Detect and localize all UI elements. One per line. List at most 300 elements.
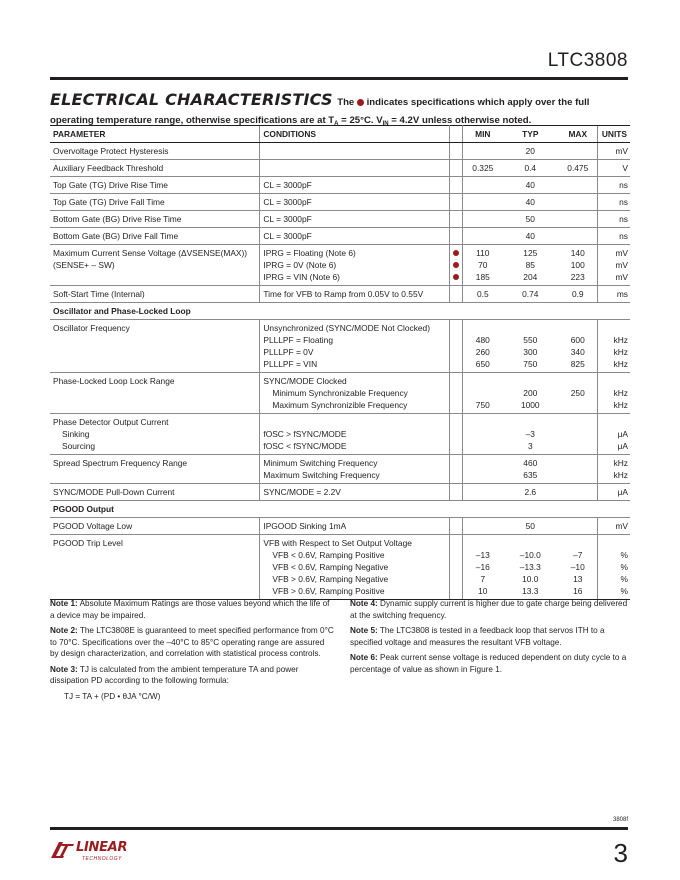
intro-part-b: indicates specifications which apply over the full operating temperature range, otherwise specifications are at T (50, 97, 590, 126)
conditions-cell-line (263, 162, 446, 174)
conditions-cell-line: Time for VFB to Ramp from 0.05V to 0.55V (263, 289, 424, 299)
min-cell-line (466, 469, 499, 481)
intro-part-c: = 25°C. V (338, 115, 383, 126)
parameter-cell-line: Overvoltage Protect Hysteresis (53, 146, 169, 156)
bullet-cell (450, 455, 463, 484)
table-row (50, 211, 630, 228)
typ-cell-line: 85 (525, 260, 535, 270)
bullet-cell (450, 177, 463, 194)
parameter-cell-line: Phase-Locked Loop Lock Range (53, 376, 175, 386)
conditions-cell-line: fOSC > fSYNC/MODE (263, 429, 347, 439)
notes-left-column (50, 598, 335, 702)
units-cell-line: μA (617, 441, 628, 451)
max-cell-line (561, 537, 594, 549)
min-cell-line: 650 (475, 359, 490, 369)
typ-cell (502, 160, 558, 177)
units-cell-line: mV (615, 146, 628, 156)
note-6-text: Peak current sense voltage is reduced dependent on duty cycle to a percentage of value as shown in Figure 1. (350, 653, 627, 674)
typ-cell-line: 2.6 (524, 487, 537, 497)
min-cell-line (466, 322, 499, 334)
conditions-cell-line: CL = 3000pF (263, 180, 312, 190)
max-cell-line (561, 213, 594, 225)
table-row (50, 177, 630, 194)
parameter-cell (50, 484, 260, 501)
units-cell (598, 211, 630, 228)
conditions-cell-line: IPRG = 0V (Note 6) (263, 260, 337, 270)
min-cell (463, 286, 503, 303)
note-4 (350, 598, 632, 621)
units-cell-line: ms (616, 289, 628, 299)
typ-cell (502, 414, 558, 455)
parameter-cell (50, 535, 260, 600)
header-min: MIN (463, 126, 503, 143)
table-row (50, 518, 630, 535)
min-cell-line: 70 (478, 260, 488, 270)
header-typ: TYP (502, 126, 558, 143)
min-cell-line: –13 (475, 550, 490, 560)
min-cell-line: 7 (480, 574, 486, 584)
spec-table-body (50, 143, 630, 600)
parameter-cell (50, 414, 260, 455)
conditions-cell-line: VFB > 0.6V, Ramping Positive (272, 586, 385, 596)
bullet-cell (450, 228, 463, 245)
min-cell-line (466, 145, 499, 157)
typ-cell-line: –10.0 (519, 550, 541, 560)
typ-cell (502, 518, 558, 535)
max-cell-line (561, 416, 594, 428)
table-row (50, 455, 630, 484)
typ-cell (502, 484, 558, 501)
bullet-cell (450, 414, 463, 455)
max-cell-line: 250 (570, 388, 585, 398)
notes-right-column (350, 598, 632, 679)
min-cell-line: 750 (475, 400, 490, 410)
conditions-cell-line: Maximum Switching Frequency (263, 470, 380, 480)
max-cell-line: –7 (573, 550, 583, 560)
min-cell-line (466, 440, 499, 452)
max-cell-line (561, 375, 594, 387)
conditions-cell-line: fOSC < fSYNC/MODE (263, 441, 347, 451)
typ-cell-line: 300 (523, 347, 538, 357)
parameter-cell (50, 373, 260, 414)
typ-cell (502, 228, 558, 245)
typ-cell (502, 535, 558, 600)
note-6 (350, 652, 632, 675)
max-cell (558, 455, 598, 484)
units-cell-line: V (622, 163, 628, 173)
note-2-text: The LTC3808E is guaranteed to meet specified performance from 0°C to 70°C. Specifications over the –40°C to 85°C operating range are assured by design characterization, and correlation with statistical process controls. (50, 626, 334, 658)
conditions-cell (260, 320, 450, 373)
typ-cell (502, 211, 558, 228)
max-cell-line (561, 469, 594, 481)
table-header-row (50, 126, 630, 143)
units-cell-line: ns (619, 197, 628, 207)
bullet-cell (450, 160, 463, 177)
typ-cell-line (505, 537, 555, 549)
max-cell (558, 245, 598, 286)
conditions-cell-line: Unsynchronized (SYNC/MODE Not Clocked) (263, 323, 430, 333)
typ-cell (502, 455, 558, 484)
typ-cell-line: 40 (525, 180, 535, 190)
max-cell-line (561, 230, 594, 242)
conditions-cell (260, 160, 450, 177)
min-cell (463, 414, 503, 455)
header-conditions: CONDITIONS (260, 126, 450, 143)
max-cell (558, 143, 598, 160)
typ-cell-line (505, 322, 555, 334)
max-cell-line: 0.475 (567, 163, 589, 173)
conditions-cell-line: VFB < 0.6V, Ramping Negative (272, 562, 389, 572)
table-row (50, 228, 630, 245)
units-cell (598, 160, 630, 177)
parameter-cell-line: PGOOD Voltage Low (53, 521, 133, 531)
table-row (50, 373, 630, 414)
conditions-cell (260, 535, 450, 600)
units-cell-line: kHz (613, 335, 628, 345)
conditions-cell-line: PLLLPF = 0V (263, 347, 314, 357)
min-cell-line (466, 213, 499, 225)
conditions-cell-line: VFB with Respect to Set Output Voltage (263, 538, 412, 548)
note-1-label: Note 1: (50, 599, 78, 608)
conditions-cell (260, 414, 450, 455)
units-cell-line: mV (615, 248, 628, 258)
typ-cell-line: 750 (523, 359, 538, 369)
typ-cell (502, 194, 558, 211)
units-cell-line: mV (615, 272, 628, 282)
max-cell-line: 0.9 (571, 289, 584, 299)
units-cell-line: % (620, 562, 628, 572)
conditions-cell (260, 177, 450, 194)
conditions-cell (260, 373, 450, 414)
max-cell (558, 286, 598, 303)
parameter-cell (50, 211, 260, 228)
units-cell-line: ns (619, 214, 628, 224)
max-cell (558, 160, 598, 177)
min-cell-line: 480 (475, 335, 490, 345)
min-cell (463, 228, 503, 245)
note-4-label: Note 4: (350, 599, 378, 608)
min-cell (463, 143, 503, 160)
typ-cell-line: 50 (525, 521, 535, 531)
parameter-cell-line: Auxiliary Feedback Threshold (53, 163, 164, 173)
max-cell (558, 211, 598, 228)
conditions-cell-line: IPGOOD Sinking 1mA (263, 521, 347, 531)
bullet-cell (450, 143, 463, 160)
top-rule (50, 77, 628, 80)
note-3-label: Note 3: (50, 664, 78, 674)
section-label: PGOOD Output (50, 501, 630, 518)
parameter-cell-line: Sinking (62, 429, 90, 439)
units-cell-line: % (620, 550, 628, 560)
table-row (50, 484, 630, 501)
max-cell (558, 535, 598, 600)
max-cell (558, 177, 598, 194)
intro-sub-a: A (334, 121, 339, 127)
max-cell-line (561, 179, 594, 191)
parameter-cell-line: Maximum Current Sense Voltage (ΔVSENSE(MAX)) (53, 248, 248, 258)
max-cell (558, 320, 598, 373)
max-cell-line (561, 520, 594, 532)
conditions-cell (260, 211, 450, 228)
units-cell-line: % (620, 574, 628, 584)
typ-cell-line: 204 (523, 272, 538, 282)
parameter-cell (50, 194, 260, 211)
table-row (50, 160, 630, 177)
conditions-cell-line: PLLLPF = Floating (263, 335, 333, 345)
units-cell-line: kHz (613, 470, 628, 480)
intro-sub-in: IN (382, 121, 389, 127)
max-cell-line (561, 145, 594, 157)
parameter-cell-line: Top Gate (TG) Drive Rise Time (53, 180, 168, 190)
conditions-cell-line: CL = 3000pF (263, 214, 312, 224)
typ-cell-line (505, 416, 555, 428)
typ-cell-line: 13.3 (522, 586, 539, 596)
part-number: LTC3808 (547, 50, 628, 71)
bullet-icon (451, 271, 461, 283)
parameter-cell (50, 160, 260, 177)
typ-cell-line: –13.3 (519, 562, 541, 572)
units-cell (598, 194, 630, 211)
section-label: Oscillator and Phase-Locked Loop (50, 303, 630, 320)
section-row (50, 501, 630, 518)
min-cell (463, 373, 503, 414)
parameter-cell-line: Bottom Gate (BG) Drive Rise Time (53, 214, 182, 224)
parameter-cell (50, 228, 260, 245)
conditions-cell-line: SYNC/MODE = 2.2V (263, 487, 341, 497)
section-title: ELECTRICAL CHARACTERISTICS (50, 90, 333, 109)
company-logo (50, 838, 127, 862)
parameter-cell-line: PGOOD Trip Level (53, 538, 123, 548)
note-2-label: Note 2: (50, 626, 78, 635)
parameter-cell-line: Phase Detector Output Current (53, 417, 169, 427)
min-cell-line: 0.325 (472, 163, 494, 173)
parameter-cell-line: Sourcing (62, 441, 96, 451)
note-3-text: TJ is calculated from the ambient temperature TA and power dissipation PD according to the following formula: (50, 664, 299, 685)
bullet-cell (450, 286, 463, 303)
parameter-cell-line: Oscillator Frequency (53, 323, 130, 333)
conditions-cell (260, 194, 450, 211)
max-cell-line (561, 428, 594, 440)
max-cell-line: 16 (573, 586, 583, 596)
bullet-cell (450, 484, 463, 501)
max-cell-line (561, 399, 594, 411)
conditions-cell (260, 286, 450, 303)
bullet-cell (450, 320, 463, 373)
min-cell-line (466, 416, 499, 428)
header-units: UNITS (598, 126, 630, 143)
units-cell-line: mV (615, 260, 628, 270)
intro-part-a: The (337, 97, 355, 108)
bullet-cell (450, 194, 463, 211)
conditions-cell-line: VFB < 0.6V, Ramping Positive (272, 550, 385, 560)
conditions-cell-line: VFB > 0.6V, Ramping Negative (272, 574, 389, 584)
conditions-cell-line: Maximum Synchronizible Frequency (272, 400, 408, 410)
max-cell (558, 194, 598, 211)
parameter-cell (50, 320, 260, 373)
bottom-rule (50, 827, 628, 830)
min-cell (463, 160, 503, 177)
typ-cell-line: 125 (523, 248, 538, 258)
max-cell (558, 484, 598, 501)
bullet-cell (450, 518, 463, 535)
units-cell-line (601, 322, 628, 334)
min-cell-line (466, 196, 499, 208)
min-cell-line (466, 428, 499, 440)
parameter-cell (50, 177, 260, 194)
min-cell-line (466, 387, 499, 399)
parameter-cell (50, 143, 260, 160)
table-row (50, 535, 630, 600)
parameter-cell-line: Soft-Start Time (Internal) (53, 289, 145, 299)
parameter-cell-line: Bottom Gate (BG) Drive Fall Time (53, 231, 179, 241)
parameter-cell-line: Spread Spectrum Frequency Range (53, 458, 188, 468)
max-cell-line: 100 (570, 260, 585, 270)
linear-logo-icon (50, 840, 76, 860)
section-heading (50, 90, 630, 128)
typ-cell-line: 0.74 (522, 289, 539, 299)
typ-cell-line: 550 (523, 335, 538, 345)
min-cell-line (466, 375, 499, 387)
typ-cell-line (505, 375, 555, 387)
note-3-formula: TJ = TA + (PD • θJA °C/W) (64, 691, 161, 701)
max-cell-line (561, 457, 594, 469)
min-cell-line: 110 (476, 248, 490, 258)
table-row (50, 194, 630, 211)
units-cell-line: kHz (613, 359, 628, 369)
page-number: 3 (613, 838, 628, 868)
note-5-label: Note 5: (350, 626, 378, 635)
units-cell (598, 535, 630, 600)
bullet-cell (450, 535, 463, 600)
typ-cell (502, 286, 558, 303)
units-cell-line: kHz (613, 400, 628, 410)
note-2 (50, 625, 335, 660)
typ-cell-line: 200 (523, 388, 538, 398)
min-cell-line (466, 537, 499, 549)
note-3 (50, 664, 335, 687)
bullet-cell (450, 373, 463, 414)
min-cell-line (466, 486, 499, 498)
note-5-text: The LTC3808 is tested in a feedback loop that servos ITH to a specified voltage and measures the resultant VFB voltage. (350, 626, 605, 647)
bullet-cell (450, 245, 463, 286)
bullet-cell (450, 211, 463, 228)
max-cell (558, 373, 598, 414)
conditions-cell (260, 484, 450, 501)
units-cell-line: mV (615, 521, 628, 531)
units-cell-line: kHz (613, 458, 628, 468)
typ-cell-line: 10.0 (522, 574, 539, 584)
typ-cell-line: 20 (525, 146, 535, 156)
units-cell (598, 455, 630, 484)
typ-cell (502, 245, 558, 286)
section-row (50, 303, 630, 320)
note-4-text: Dynamic supply current is higher due to gate charge being delivered at the switching frequency. (350, 599, 628, 620)
units-cell-line: μA (617, 487, 628, 497)
max-cell (558, 228, 598, 245)
max-cell-line: 223 (570, 272, 585, 282)
max-cell-line: 340 (570, 347, 585, 357)
max-cell-line (561, 322, 594, 334)
note-1-text: Absolute Maximum Ratings are those values beyond which the life of a device may be impaired. (50, 599, 330, 620)
conditions-cell-line: CL = 3000pF (263, 231, 312, 241)
typ-cell-line: 50 (525, 214, 535, 224)
typ-cell-line: 3 (527, 441, 533, 451)
parameter-cell (50, 245, 260, 286)
min-cell (463, 455, 503, 484)
units-cell (598, 143, 630, 160)
units-cell-line: ns (619, 180, 628, 190)
max-cell-line: 600 (570, 335, 585, 345)
conditions-cell-line: IPRG = VIN (Note 6) (263, 272, 340, 282)
max-cell-line (561, 196, 594, 208)
max-cell-line: 13 (573, 574, 583, 584)
min-cell (463, 177, 503, 194)
header-max: MAX (558, 126, 598, 143)
units-cell-line (601, 416, 628, 428)
typ-cell-line: 460 (523, 458, 538, 468)
bullet-icon (451, 247, 461, 259)
max-cell-line: –10 (570, 562, 585, 572)
typ-cell-line: 1000 (520, 400, 540, 410)
units-cell-line: kHz (613, 388, 628, 398)
parameter-cell-line: SYNC/MODE Pull-Down Current (53, 487, 175, 497)
max-cell (558, 414, 598, 455)
max-cell (558, 518, 598, 535)
conditions-cell (260, 228, 450, 245)
intro-part-d: = 4.2V unless otherwise noted. (388, 115, 532, 126)
conditions-cell-line: SYNC/MODE Clocked (263, 376, 347, 386)
parameter-cell (50, 455, 260, 484)
min-cell (463, 245, 503, 286)
table-row (50, 414, 630, 455)
note-5 (350, 625, 632, 648)
units-cell-line: % (620, 586, 628, 596)
min-cell (463, 518, 503, 535)
units-cell-line: ns (619, 231, 628, 241)
parameter-cell-line: (SENSE+ – SW) (53, 260, 115, 270)
min-cell-line: 185 (475, 272, 490, 282)
units-cell-line: μA (617, 429, 628, 439)
min-cell-line: 260 (475, 347, 490, 357)
conditions-cell-line: CL = 3000pF (263, 197, 312, 207)
parameter-cell (50, 286, 260, 303)
typ-cell-line: 40 (525, 197, 535, 207)
table-row (50, 320, 630, 373)
conditions-cell (260, 245, 450, 286)
note-6-label: Note 6: (350, 653, 378, 662)
typ-cell-line: 635 (523, 470, 538, 480)
units-cell (598, 320, 630, 373)
min-cell-line: 10 (478, 586, 488, 596)
min-cell (463, 535, 503, 600)
conditions-cell (260, 518, 450, 535)
units-cell (598, 286, 630, 303)
min-cell-line: –16 (475, 562, 490, 572)
units-cell (598, 484, 630, 501)
document-code: 3808f (612, 817, 628, 823)
conditions-cell (260, 455, 450, 484)
min-cell-line: 0.5 (476, 289, 489, 299)
conditions-cell-line: Minimum Synchronizable Frequency (272, 388, 408, 398)
min-cell-line (466, 457, 499, 469)
bullet-icon (357, 99, 364, 106)
conditions-cell-line: IPRG = Floating (Note 6) (263, 248, 356, 258)
parameter-cell (50, 518, 260, 535)
conditions-cell (260, 143, 450, 160)
max-cell-line: 140 (570, 248, 585, 258)
min-cell (463, 484, 503, 501)
table-row (50, 245, 630, 286)
